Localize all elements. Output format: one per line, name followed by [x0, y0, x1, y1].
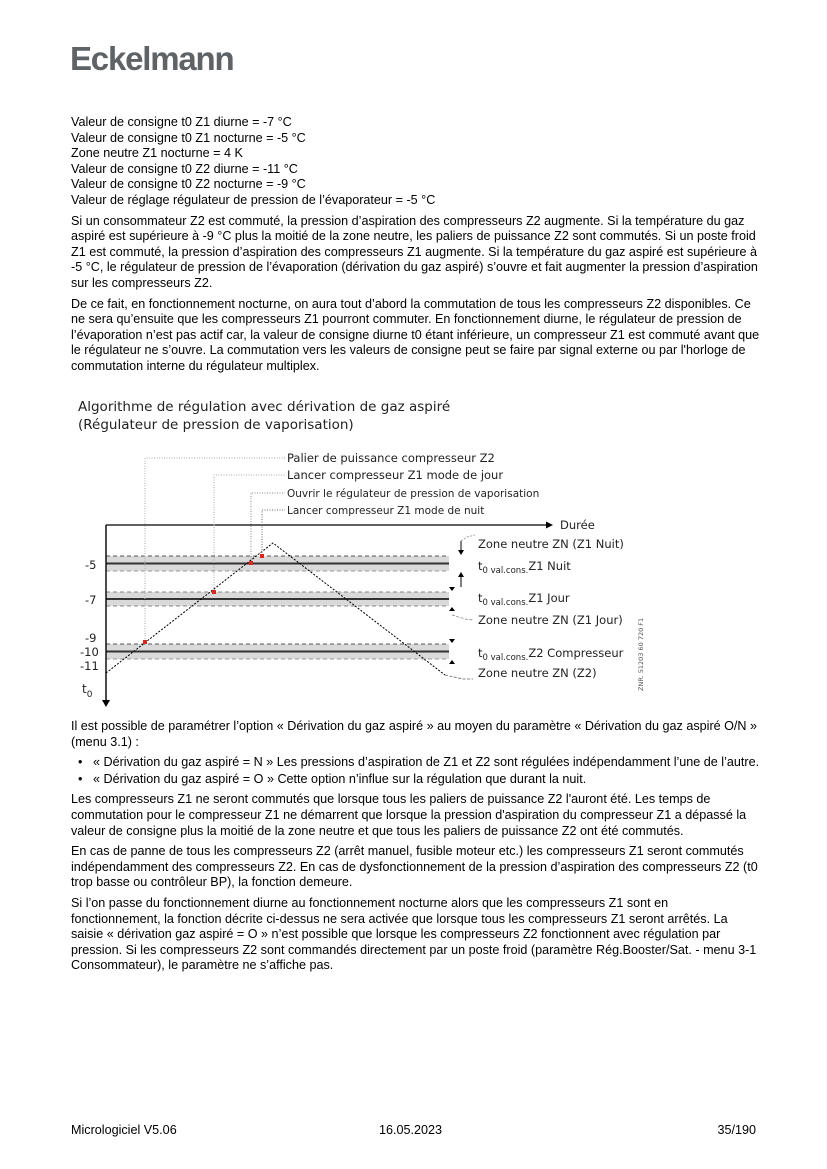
arrow-up-icon — [458, 572, 464, 577]
switch-point-marker — [143, 640, 147, 644]
zone-label: Zone neutre ZN (Z2) — [478, 666, 597, 680]
paragraph: Les compresseurs Z1 ne seront commutés que lorsque tous les paliers de puissance Z2 l'auront été. Les temps de commutation pour le compresseur Z1 ne démarrent que lorsque la pression d'aspiration du compresseur Z1 a dépassé la valeur de consigne plus la moitié de la zone neutre et que tous les paliers de puissance Z2 ont été commutés. — [71, 792, 747, 838]
paragraph: En cas de panne de tous les compresseurs Z2 (arrêt manuel, fusible moteur etc.) les compresseurs Z1 seront commutés indépendamment des compresseurs Z2. En cas de dysfonctionnement de la pression d’aspiration des compresseurs Z2 (t0 trop basse ou contrôleur BP), la fonction demeure. — [71, 844, 758, 890]
setpoint-label-z1-jour: $t_{0 val.cons.}Z1$ Jour — [478, 591, 570, 608]
x-axis-arrow-icon — [546, 522, 553, 529]
zone-leader — [445, 675, 473, 679]
band-z2 — [106, 644, 449, 659]
callout-label: Lancer compresseur Z1 mode de nuit — [287, 505, 485, 517]
band-z1-jour — [106, 592, 449, 606]
diagram-title-line2: (Régulateur de pression de vaporisation) — [78, 417, 354, 433]
paragraph: Il est possible de paramétrer l’option « Dérivation du gaz aspiré » au moyen du paramètre « Dérivation du gaz aspiré O/N » (menu 3.1) : — [71, 719, 758, 749]
eckelmann-logo: Eckelmann — [70, 40, 234, 77]
paragraph: De ce fait, en fonctionnement nocturne, on aura tout d’abord la commutation de tous les compresseurs Z2 disponibles. Ce ne sera qu’ensuite que les compresseurs Z1 pourront commuter. En fonctionnement diurne, le régulateur de pression de l’évaporation n’est pas actif car, la valeur de consigne diurne t0 étant inférieure, un compresseur Z1 est commuté avant que le régulateur ne s’ouvre. La commutation vers les valeurs de consigne peut se faire par signal externe ou par l'horloge de commutation interne du régulateur multiplex. — [71, 296, 760, 373]
switch-point-marker — [249, 561, 253, 565]
regulation-diagram — [75, 398, 675, 708]
paragraph: Si un consommateur Z2 est commuté, la pression d’aspiration des compresseurs Z2 augmente. Si la température du gaz aspiré est supérieure à -9 °C plus la moitié de la zone neutre, les paliers de puissance Z2 sont commutés. Si un poste froid Z1 est commuté, la pression d’aspiration des compresseurs Z1 augmente. Si la température du gaz aspiré est supérieure à -5 °C, le régulateur de pression de l’évaporation (dérivation du gaz aspiré) s’ouvre et fait augmenter la pression d’aspiration sur les compresseurs Z2. — [71, 213, 758, 290]
setpoint-line: Valeur de consigne t0 Z2 diurne = -11 °C — [71, 161, 298, 176]
zone-label: Zone neutre ZN (Z1 Jour) — [478, 613, 623, 627]
footer-date: 16.05.2023 — [379, 1123, 443, 1137]
setpoint-line: Valeur de consigne t0 Z1 nocturne = -5 °C — [71, 130, 306, 145]
diagram-title-line1: Algorithme de régulation avec dérivation de gaz aspiré — [78, 399, 451, 415]
callout-leader — [251, 493, 285, 562]
setpoint-label-z2: $t_{0 val.cons.}Z2$ Compresseur — [478, 646, 624, 663]
y-tick-label: -11 — [80, 659, 99, 673]
y-tick-label: -10 — [80, 645, 99, 659]
zone-label: Zone neutre ZN (Z1 Nuit) — [478, 537, 624, 551]
diagram-svg — [75, 398, 675, 708]
setpoint-list — [71, 115, 761, 209]
y-tick-label: -5 — [85, 558, 97, 572]
setpoint-line: Zone neutre Z1 nocturne = 4 K — [71, 146, 243, 161]
arrow-down-icon — [458, 550, 464, 555]
callout-label: Ouvrir le régulateur de pression de vaporisation — [287, 488, 540, 500]
page-content-lower — [71, 719, 761, 979]
x-axis-label: Durée — [560, 518, 595, 532]
y-axis-arrow-icon — [102, 700, 110, 707]
callout-label: Lancer compresseur Z1 mode de jour — [287, 468, 504, 482]
arrow-down-icon — [449, 639, 455, 643]
band-z1-nuit — [106, 556, 449, 571]
paragraph: Si l’on passe du fonctionnement diurne au fonctionnement nocturne alors que les compresseurs Z1 sont en fonctionnement, la fonction décrite ci-dessus ne sera activée que lorsque tous les compresseurs Z1 seront arrêtés. La saisie « dérivation gaz aspiré = O » n’est possible que lorsque les compresseurs Z2 fonctionnent avec régulation par pression. Si les compresseurs Z2 sont commandés directement par un poste froid (paramètre Rég.Booster/Sat. - menu 3-1 Consommateur), le paramètre ne s’affiche pas. — [71, 895, 757, 973]
y-axis-label: $t_0$ — [82, 682, 93, 700]
switch-point-marker — [212, 590, 216, 594]
bullet-item: • « Dérivation du gaz aspiré = N » Les pressions d’aspiration de Z1 et Z2 sont régulées indépendamment l’une de l’autre. — [87, 755, 761, 771]
arrow-down-icon — [449, 587, 455, 591]
setpoint-line: Valeur de consigne t0 Z2 nocturne = -9 °C — [71, 177, 306, 192]
callout-leader — [145, 458, 285, 639]
zone-leader — [461, 535, 475, 541]
switch-point-marker — [260, 554, 264, 558]
setpoint-label-z1-nuit: $t_{0 val.cons.}Z1$ Nuit — [478, 559, 571, 576]
callout-label: Palier de puissance compresseur Z2 — [287, 451, 495, 465]
zone-leader — [452, 615, 473, 620]
page-content — [71, 115, 761, 380]
figure-id: ZNR. 51203 60 720 F1 — [637, 617, 645, 691]
setpoint-line: Valeur de consigne t0 Z1 diurne = -7 °C — [71, 115, 292, 129]
callout-leader — [262, 510, 285, 555]
setpoint-line: Valeur de réglage régulateur de pression de l’évaporateur = -5 °C — [71, 192, 436, 207]
y-tick-label: -7 — [85, 593, 97, 607]
arrow-up-icon — [449, 660, 455, 664]
callout-leader — [214, 475, 285, 593]
arrow-up-icon — [449, 607, 455, 611]
footer-firmware: Micrologiciel V5.06 — [71, 1123, 177, 1137]
bullet-list — [71, 755, 761, 787]
bullet-item: • « Dérivation du gaz aspiré = O » Cette option n’influe sur la régulation que durant la nuit. — [87, 772, 761, 788]
footer-page-number: 35/190 — [717, 1123, 756, 1137]
y-tick-label: -9 — [85, 631, 97, 645]
